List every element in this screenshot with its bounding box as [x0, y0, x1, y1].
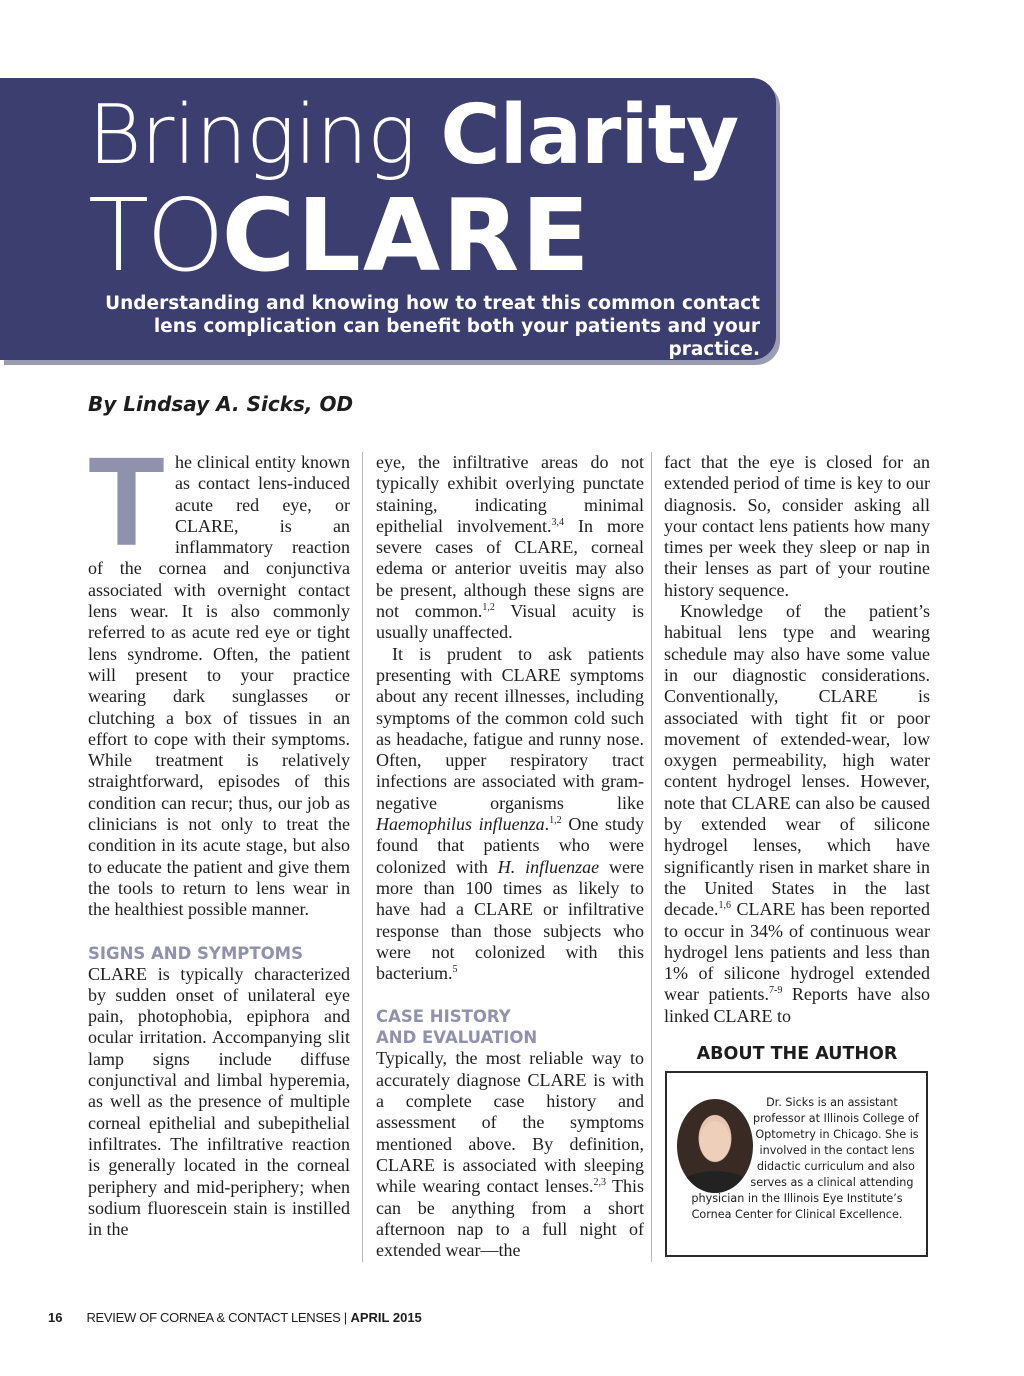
reference-sup: 1,6 — [718, 900, 731, 912]
reference-sup: 1,2 — [482, 602, 495, 614]
paragraph-text: Typically, the most reliable way to accurately diagnose CLARE is with a complete case history and assessment of the symptoms mentioned above. By definition, CLARE is associated with sleeping while wearing contact lenses. — [376, 1048, 644, 1197]
page-footer — [48, 1310, 422, 1325]
paragraph-text: It is prudent to ask patients presenting with CLARE symptoms about any recent illnesses, including symptoms of the common cold such as headache, fatigue and runny nose. Often, upper respiratory tract infections are associated with gram-negative organisms like — [376, 643, 644, 813]
reference-sup: 2,3 — [593, 1177, 606, 1189]
paragraph — [88, 431, 350, 921]
column-divider — [362, 452, 363, 1262]
paragraph — [88, 964, 350, 1241]
issue-date: APRIL 2015 — [350, 1310, 422, 1325]
section-heading-line: CASE HISTORY — [376, 1007, 511, 1027]
section-heading — [376, 1006, 644, 1048]
paragraph-text: CLARE has been reported to occur in 34% of continuous wear hydrogel lens patients and less than 1% of silicone hydrogel extended wear patients. — [664, 899, 930, 1005]
paragraph — [376, 1048, 644, 1261]
headline-line-1 — [88, 86, 738, 186]
italic-term: H. influenzae — [497, 856, 600, 877]
publication-name: REVIEW OF CORNEA & CONTACT LENSES | — [86, 1310, 347, 1325]
paragraph-text: Knowledge of the patient’s habitual lens type and wearing schedule may also have some value in our diagnostic considerations. Conventionally, CLARE is associated with tight fit or poor movement of extended-wear, low oxygen permeability, high water content hydrogel lenses. However, note that CLARE can also be caused by extended wear of silicone hydrogel lenses, which have significantly risen in market share in the United States in the last decade. — [664, 601, 930, 920]
headline-line-2 — [88, 176, 592, 296]
headline-clare: CLARE — [221, 177, 592, 294]
author-bio — [675, 1095, 919, 1223]
article-column-3 — [664, 452, 930, 1027]
paragraph-text: Reports have also linked CLARE to — [664, 984, 930, 1026]
section-heading: SIGNS AND SYMPTOMS — [88, 943, 303, 963]
headline-clarity: Clarity — [440, 88, 739, 183]
reference-sup: 3,4 — [551, 516, 564, 528]
section-signs — [88, 943, 350, 1241]
article-column-2 — [376, 452, 644, 1261]
drop-cap: T — [88, 431, 165, 572]
paragraph-text: This can be anything from a short afternoon nap to a full night of extended wear—the — [376, 1176, 644, 1261]
paragraph — [664, 601, 930, 1027]
reference-sup: 1,2 — [549, 815, 562, 827]
italic-term: Haemophilus influenza — [376, 814, 545, 835]
column-divider — [651, 452, 652, 1262]
paragraph-text: In more severe cases of CLARE, corneal edema or anterior uveitis may also be present, although these signs are not common. — [376, 515, 644, 622]
headline-bringing: Bringing — [88, 88, 416, 183]
article-column-1 — [88, 431, 350, 1240]
byline: By Lindsay A. Sicks, OD — [88, 392, 354, 416]
about-author-box — [665, 1071, 928, 1257]
article-subtitle: Understanding and knowing how to treat this common contact lens complication can benefit both your patients and your practice. — [105, 293, 760, 360]
reference-sup: 7-9 — [769, 985, 783, 997]
paragraph-text: Visual acuity is usually unaffected. — [376, 601, 645, 643]
paragraph-text: fact that the eye is closed for an extended period of time is key to our diagnosis. So, consider asking all your contact lens patients how many times per week they sleep or nap in their lenses as part of your routine history sequence. — [664, 452, 930, 600]
about-author-heading: ABOUT THE AUTHOR — [696, 1044, 898, 1064]
paragraph-text: eye, the infiltrative areas do not typically exhibit overlying punctate staining, indicating minimal epithelial involvement. — [376, 452, 644, 536]
paragraph-text: CLARE is typically characterized by sudden onset of unilateral eye pain, photophobia, epiphora and ocular irritation. Accompanying slit lamp signs include diffuse conjunctival and limbal hyperemia, as well as the presence of multiple corneal epithelial and subepithelial infiltrates. The infiltrative reaction is generally located in the corneal periphery and mid-periphery; when sodium fluorescein stain is instilled in the — [88, 963, 350, 1240]
paragraph: It is prudent to ask patients presenting with CLARE symptoms about any recent illnesses, including symptoms of the common cold such as headache, fatigue and runny nose. Often, upper respiratory tract infections are associated with gram-negative organisms like Haemophilus influenza.$^{1,2}$ One study found that patients who were colonized with H. influenzae were more than 100 times as likely to have had a CLARE or infiltrative response than those subjects who were not colonized with this bacterium.$^5$ — [376, 643, 644, 984]
paragraph-text: One study found that patients who were colonized with — [376, 814, 644, 877]
author-bio-text: Dr. Sicks is an assistant professor at Illinois College of Optometry in Chicago. She is involved in the contact lens didactic curriculum and also serves as a clinical attending physician in the Illinois Eye Institute’s Cornea Center for Clinical Excellence. — [691, 1096, 919, 1221]
paragraph — [376, 452, 644, 644]
headline-to: TO — [88, 177, 222, 294]
paragraph-text: he clinical entity known as contact lens-induced acute red eye, or CLARE, is an inflammatory reaction of the cornea and conjunctiva associated with overnight contact lens wear. It is also commonly referred to as acute red eye or tight lens syndrome. Often, the patient will present to your practice wearing dark sunglasses or clutching a box of tissues in an effort to cope with their symptoms. While treatment is relatively straightforward, episodes of this condition can recur; thus, our job as clinicians is not only to treat the condition in its acute stage, but also to educate the patient and give them the tools to return to lens wear in the healthiest possible manner. — [88, 452, 350, 920]
section-case-history — [376, 1006, 644, 1261]
paragraph-text: were more than 100 times as likely to have had a CLARE or infiltrative response than those subjects who were not colonized with this bacterium. — [376, 856, 644, 984]
reference-sup: 5 — [452, 964, 458, 976]
section-heading-line: AND EVALUATION — [376, 1028, 538, 1048]
page-number: 16 — [48, 1310, 63, 1325]
paragraph — [664, 452, 930, 601]
